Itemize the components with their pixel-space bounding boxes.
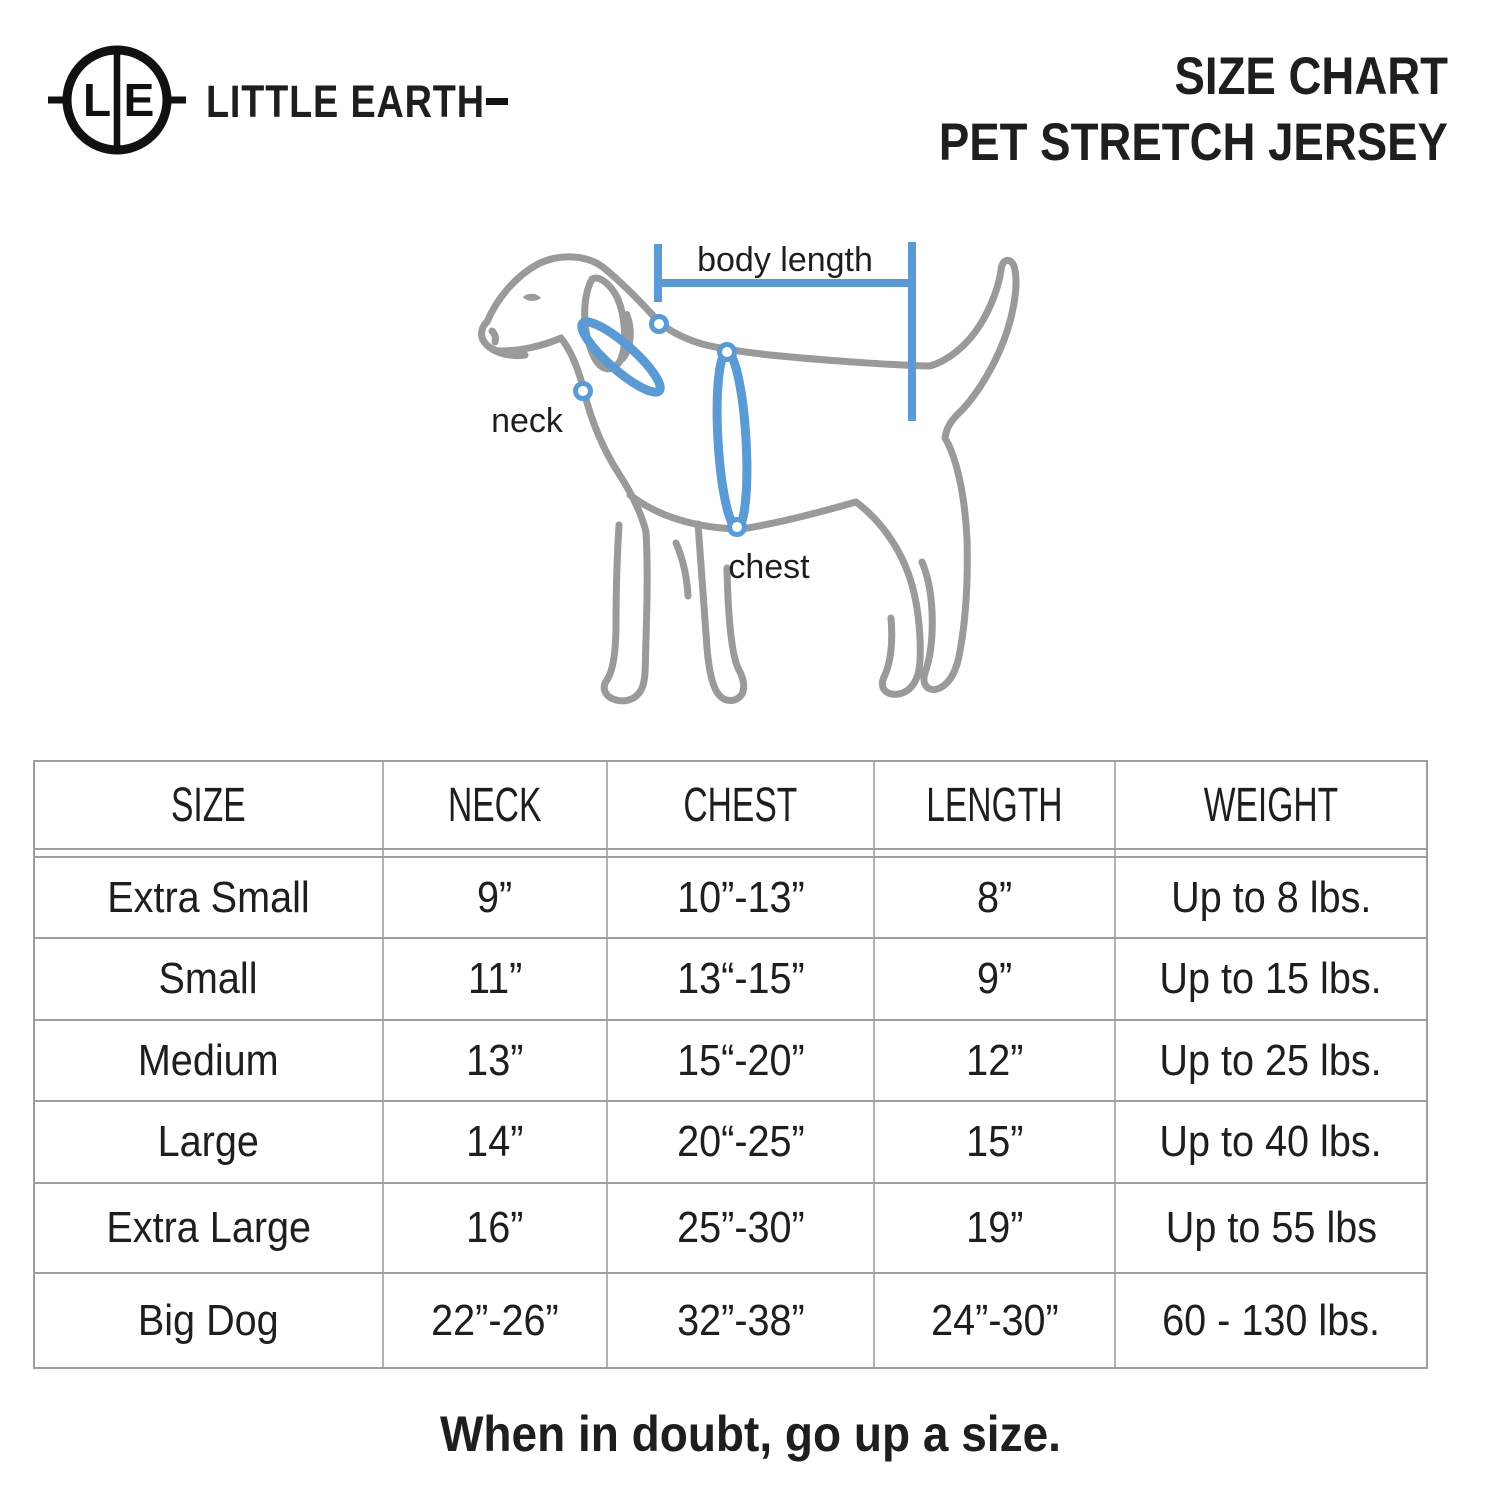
title-line1: SIZE CHART	[1174, 47, 1448, 106]
col-header-length: LENGTH	[926, 778, 1063, 832]
neck-value: 16”	[466, 1203, 524, 1252]
page-title	[856, 44, 1448, 176]
table-row	[35, 858, 1426, 939]
logo-mark-icon	[40, 36, 192, 166]
chest-value: 10”-13”	[676, 872, 805, 922]
col-header-size: SIZE	[171, 778, 246, 832]
weight-value: Up to 55 lbs	[1165, 1203, 1377, 1252]
neck-label: neck	[491, 402, 563, 440]
table-header-row	[35, 762, 1426, 850]
length-value: 9”	[976, 954, 1013, 1003]
size-name: Big Dog	[138, 1295, 279, 1345]
size-name: Medium	[138, 1035, 279, 1085]
chest-band	[713, 351, 751, 528]
dog-nostril	[492, 331, 495, 342]
col-header-weight: WEIGHT	[1203, 778, 1339, 832]
dog-eye	[523, 294, 541, 301]
weight-value: Up to 25 lbs.	[1159, 1035, 1383, 1085]
table-row	[35, 1102, 1426, 1184]
length-value: 12”	[965, 1035, 1024, 1085]
logo-letter-l: L	[82, 74, 112, 126]
neck-value: 13”	[466, 1035, 524, 1085]
neck-value: 9”	[477, 872, 513, 922]
weight-value: Up to 15 lbs.	[1159, 954, 1383, 1003]
body-length-label: body length	[697, 241, 873, 279]
size-name: Large	[157, 1117, 260, 1166]
weight-value: Up to 8 lbs.	[1170, 872, 1372, 922]
chest-value: 32”-38”	[676, 1295, 805, 1345]
length-value: 15”	[965, 1117, 1024, 1166]
table-row	[35, 1021, 1426, 1102]
wordmark-dash	[486, 98, 508, 105]
length-value: 19”	[965, 1203, 1024, 1252]
header-divider-gap	[35, 850, 1426, 858]
chest-label: chest	[728, 548, 810, 586]
sizing-advice-note: When in doubt, go up a size.	[439, 1406, 1061, 1462]
size-name: Extra Large	[106, 1203, 311, 1252]
length-value: 8”	[976, 872, 1013, 922]
brand-wordmark	[206, 76, 508, 128]
weight-value: 60 - 130 lbs.	[1162, 1295, 1380, 1345]
chest-value: 20“-25”	[676, 1117, 805, 1166]
col-header-chest: CHEST	[683, 778, 798, 832]
brand-logo	[40, 36, 508, 166]
neck-value: 11”	[467, 954, 523, 1003]
neck-value: 22”-26”	[431, 1295, 559, 1345]
table-row	[35, 939, 1426, 1021]
logo-letter-e: E	[123, 74, 155, 126]
col-header-neck: NECK	[448, 778, 542, 832]
chest-value: 15“-20”	[676, 1035, 805, 1085]
title-line2: PET STRETCH JERSEY	[938, 113, 1448, 172]
weight-value: Up to 40 lbs.	[1159, 1117, 1383, 1166]
dog-measurement-diagram	[420, 205, 1100, 750]
brand-name: LITTLE EARTH	[206, 76, 485, 127]
chest-value: 25”-30”	[676, 1203, 805, 1252]
length-value: 24”-30”	[930, 1295, 1059, 1345]
table-row	[35, 1184, 1426, 1274]
chest-value: 13“-15”	[676, 954, 805, 1003]
size-chart-table	[33, 760, 1428, 1369]
table-row	[35, 1274, 1426, 1367]
size-name: Small	[158, 954, 259, 1003]
size-name: Extra Small	[107, 872, 310, 922]
neck-value: 14”	[466, 1117, 524, 1166]
